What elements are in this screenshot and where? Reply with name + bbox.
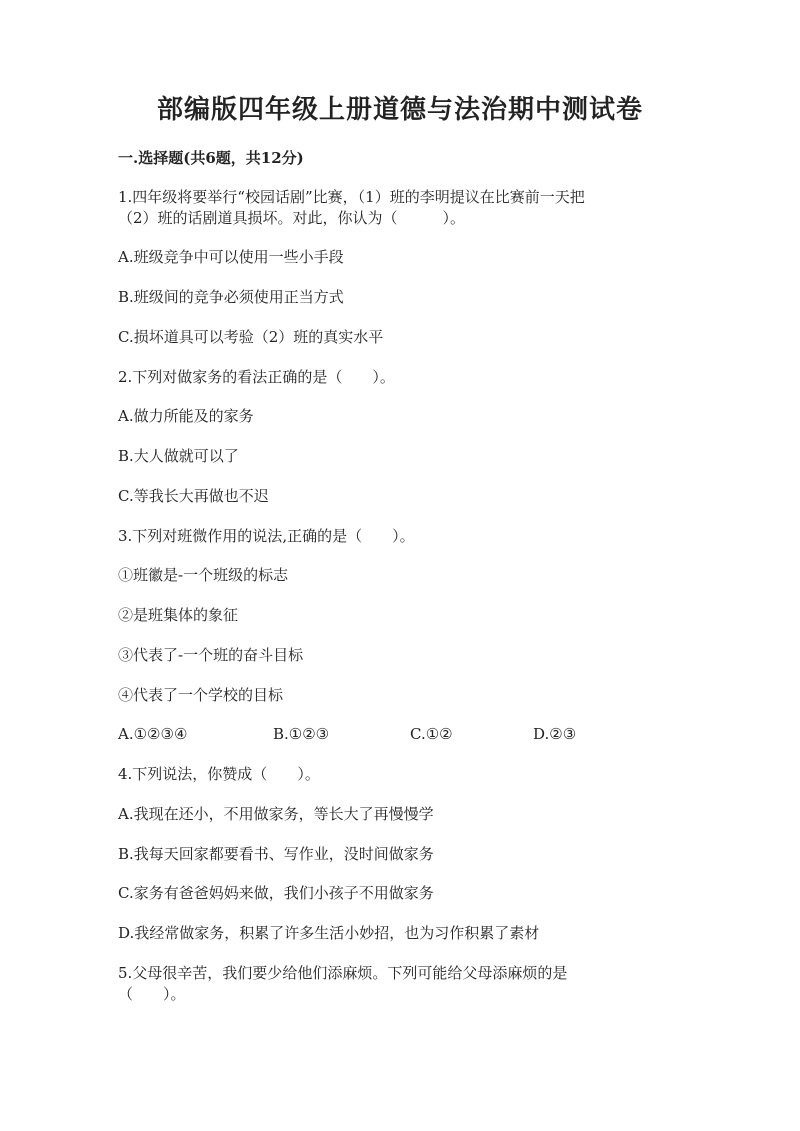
q4-option-b: B.我每天回家都要看书、写作业，没时间做家务	[118, 845, 434, 863]
q2-option-b: B.大人做就可以了	[118, 447, 239, 465]
q1-option-a: A.班级竞争中可以使用一些小手段	[118, 248, 344, 266]
q5-stem-line2: （ ）。	[118, 985, 186, 1003]
q2-option-c: C.等我长大再做也不迟	[118, 487, 269, 505]
q3-options-row	[118, 723, 718, 745]
q3-option-a: A.①②③④	[118, 725, 188, 743]
q1-option-b: B.班级间的竞争必须使用正当方式	[118, 288, 344, 306]
q3-statement-2: ②是班集体的象征	[118, 606, 239, 624]
q5-stem-line1: 5.父母很辛苦，我们要少给他们添麻烦。下列可能给父母添麻烦的是	[118, 964, 568, 982]
page-title: 部编版四年级上册道德与法治期中测试卷	[156, 95, 643, 125]
section-header: 一.选择题(共6题，共12分)	[118, 149, 304, 167]
q3-option-c: C.①②	[410, 725, 453, 743]
q1-stem-line1: 1.四年级将要举行“校园话剧”比赛，（1）班的李明提议在比赛前一天把	[118, 188, 585, 206]
q1-option-c: C.损坏道具可以考验（2）班的真实水平	[118, 328, 384, 346]
q4-stem: 4.下列说法，你赞成（ ）。	[118, 765, 320, 783]
q3-statement-1: ①班徽是-一个班级的标志	[118, 566, 289, 584]
q1-stem-line2: （2）班的话剧道具损坏。对此，你认为（ ）。	[118, 209, 466, 227]
q2-stem: 2.下列对做家务的看法正确的是（ ）。	[118, 368, 395, 386]
q4-option-a: A.我现在还小，不用做家务，等长大了再慢慢学	[118, 805, 434, 823]
q2-option-a: A.做力所能及的家务	[118, 407, 254, 425]
q3-statement-4: ④代表了一个学校的目标	[118, 686, 284, 704]
q3-statement-3: ③代表了-一个班的奋斗目标	[118, 646, 304, 664]
q3-stem: 3.下列对班微作用的说法,正确的是（ ）。	[118, 527, 415, 545]
q3-option-b: B.①②③	[273, 725, 330, 743]
q3-option-d: D.②③	[533, 725, 577, 743]
q4-option-c: C.家务有爸爸妈妈来做，我们小孩子不用做家务	[118, 884, 434, 902]
q4-option-d: D.我经常做家务，积累了许多生活小妙招，也为习作积累了素材	[118, 924, 540, 942]
